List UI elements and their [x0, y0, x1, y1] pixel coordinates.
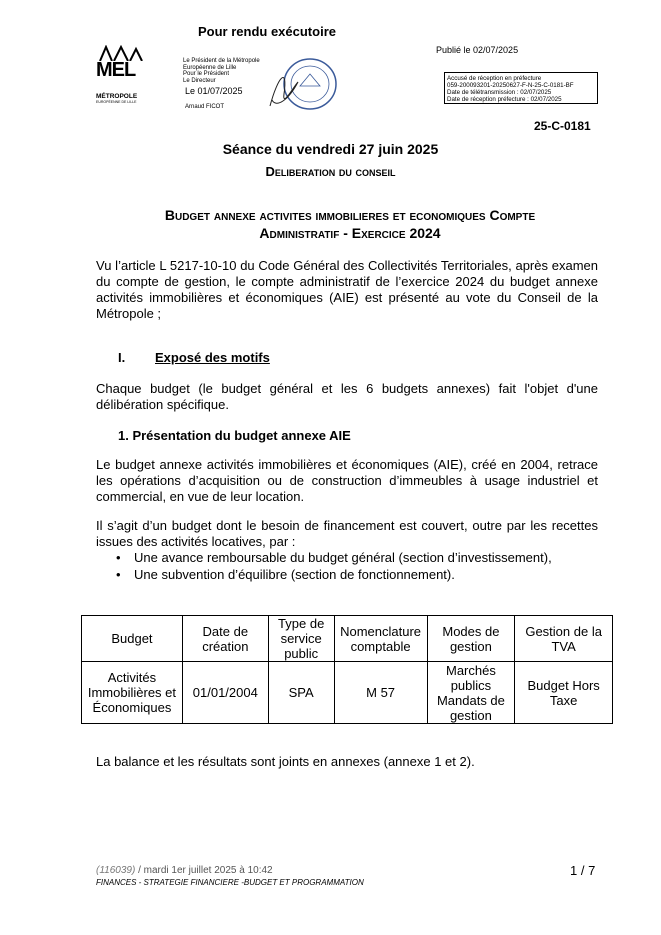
list-item-text: Une subvention d’équilibre (section de fonctionnement).: [134, 566, 455, 582]
signature-line: Le Directeur: [183, 77, 216, 84]
ack-line: 059-200093201-20250627-F-N-25-C-0181-BF: [447, 82, 574, 89]
table-header: Modes de gestion: [427, 616, 515, 662]
table-header: Gestion de la TVA: [515, 616, 613, 662]
title-line: Administratif - Exercice 2024: [259, 225, 441, 241]
table-cell: M 57: [334, 662, 427, 724]
table-cell: Activités Immobilières et Économiques: [82, 662, 183, 724]
aie-paragraph: Le budget annexe activités immobilières et économiques (AIE), créé en 2004, retrace les opérations d’acquisition ou de construction d’immeubles à usage industriel et commercial, en vue de leur location.: [96, 457, 598, 504]
subsection-title: 1. Présentation du budget annexe AIE: [118, 428, 351, 443]
table-cell: SPA: [268, 662, 334, 724]
section-number: I.: [118, 350, 126, 365]
executory-title: Pour rendu exécutoire: [198, 24, 336, 39]
acknowledgement-box: [444, 72, 598, 104]
footer-meta: [96, 865, 273, 876]
document-title: [120, 206, 580, 242]
list-item: • Une avance remboursable du budget général (section d’investissement),: [116, 550, 552, 565]
logo-metropole-text: MÉTROPOLE: [96, 93, 138, 100]
publication-date: Publié le 02/07/2025: [436, 45, 519, 55]
page-number: 1 / 7: [570, 863, 596, 878]
financing-paragraph: Il s’agit d’un budget dont le besoin de financement est couvert, outre par les recettes issues des activités locatives, par :: [96, 518, 598, 549]
table-row: [82, 662, 613, 724]
table-cell: Budget Hors Taxe: [515, 662, 613, 724]
deliberation-reference: 25-C-0181: [534, 119, 591, 133]
signature-date: Le 01/07/2025: [185, 86, 243, 96]
intro-paragraph: Vu l’article L 5217-10-10 du Code Général des Collectivités Territoriales, après examen du compte de gestion, le compte administratif de l’exercice 2024 du budget annexe activités immobilières et économiques (AIE) est présenté au vote du Conseil de la Métropole ;: [96, 258, 598, 321]
logo-mel-text: MEL: [96, 59, 136, 81]
footer-department: FINANCES - STRATEGIE FINANCIERE -BUDGET ET PROGRAMMATION: [96, 878, 364, 887]
financing-list: [116, 550, 552, 583]
list-item: • Une subvention d’équilibre (section de fonctionnement).: [116, 566, 455, 582]
motifs-paragraph: Chaque budget (le budget général et les 6 budgets annexes) fait l'objet d'une délibération spécifique.: [96, 381, 598, 412]
footer-timestamp: / mardi 1er juillet 2025 à 10:42: [138, 865, 273, 876]
balance-paragraph: La balance et les résultats sont joints en annexes (annexe 1 et 2).: [96, 754, 475, 769]
ack-line: Date de réception préfecture : 02/07/2025: [447, 96, 562, 103]
budget-table: [81, 615, 613, 724]
table-header: Nomenclature comptable: [334, 616, 427, 662]
signature-line: Pour le Président: [183, 71, 230, 77]
table-cell: 01/01/2004: [182, 662, 268, 724]
deliberation-heading: Deliberation du conseil: [265, 164, 396, 179]
footer-doc-id: (116039): [96, 865, 136, 876]
signatory-name: Arnaud FICOT: [185, 104, 225, 110]
section-title: Exposé des motifs: [155, 350, 270, 365]
title-line: Budget annexe activites immobilieres et economiques Compte: [164, 207, 536, 223]
ack-line: Accusé de réception en préfecture: [447, 75, 542, 82]
mel-logo: [96, 45, 150, 104]
table-header: Type de service public: [268, 616, 334, 662]
table-header-row: [82, 616, 613, 662]
table-header: Budget: [82, 616, 183, 662]
logo-subtitle: EUROPÉENNE DE LILLE: [96, 100, 137, 104]
session-date: Séance du vendredi 27 juin 2025: [222, 141, 439, 157]
table-header: Date de création: [182, 616, 268, 662]
ack-line: Date de télétransmission : 02/07/2025: [447, 89, 552, 96]
list-item-text: Une avance remboursable du budget général (section d’investissement),: [134, 550, 552, 565]
signature-line: Le Président de la Métropole Européenne de Lille: [183, 58, 260, 71]
official-stamp-icon: [268, 56, 338, 116]
table-cell: Marchés publics Mandats de gestion: [427, 662, 515, 724]
